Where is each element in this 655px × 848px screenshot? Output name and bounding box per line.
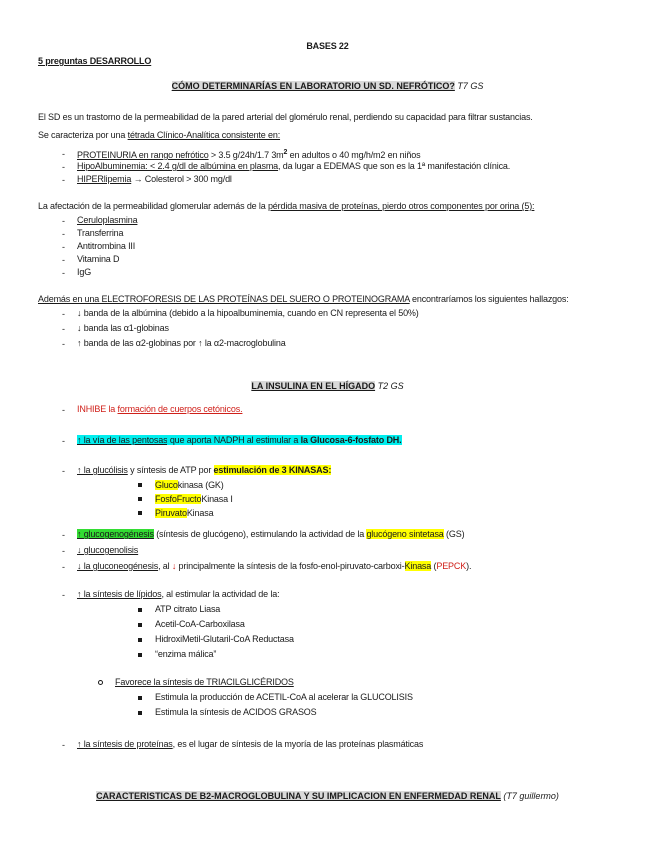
s1-paragraph-1: El SD es un trastorno de la permeabilidad de la pared arterial del glomérulo renal, perdiendo su capacidad para filtrar sustancias. <box>38 112 533 122</box>
s2-glucogenolisis: ↓ glucogenolisis <box>77 545 139 555</box>
s2-tg-1: Estimula la producción de ACETIL-CoA al acelerar la GLUCOLISIS <box>155 692 413 702</box>
s2-tg-heading: Favorece la síntesis de TRIACILGLICÉRIDOS <box>115 677 294 687</box>
s2-enzima-3: HidroxiMetil-Glutaril-CoA Reductasa <box>155 634 294 644</box>
s2-kinasa-pk: PiruvatoKinasa <box>155 508 214 518</box>
section3-heading: CARACTERISTICAS DE B2-MACROGLOBULINA Y SU IMPLICACION EN ENFERMEDAD RENAL (T7 guillermo) <box>96 791 559 801</box>
s1-electro-3: ↑ banda de las α2-globinas por ↑ la α2-macroglobulina <box>77 338 286 348</box>
s1-bullet-proteinuria: PROTEINURIA en rango nefrótico > 3.5 g/24h/1.7 $3m^2$ en adultos o 40 mg/h/m2 en niños <box>77 149 421 160</box>
s1-item-igg: IgG <box>77 267 92 277</box>
s2-inhibe: INHIBE la formación de cuerpos cetónicos. <box>77 404 243 414</box>
doc-title: BASES 22 <box>306 41 349 51</box>
s1-paragraph-4: Además en una ELECTROFORESIS DE LAS PROTEÍNAS DEL SUERO O PROTEINOGRAMA encontraríamos los siguientes hallazgos: <box>38 294 569 304</box>
s2-pentosas: ↑ la vía de las pentosas que aporta NADPH al estimular a la Glucosa-6-fosfato DH. <box>77 435 402 445</box>
doc-subtitle: 5 preguntas DESARROLLO <box>38 56 152 66</box>
s2-enzima-4: “enzima málica” <box>155 649 217 659</box>
s2-glucogenogenesis: ↑ glucogenogénesis (síntesis de glucógeno), estimulando la actividad de la glucógeno sintetasa (GS) <box>77 529 465 539</box>
section1-heading: CÓMO DETERMINARÍAS EN LABORATORIO UN SD. NEFRÓTICO? T7 GS <box>171 81 484 91</box>
s2-sintesis-lipidos: ↑ la síntesis de lípidos, al estimular la actividad de la: <box>77 589 280 599</box>
s2-sintesis-proteinas: ↑ la síntesis de proteínas, es el lugar de síntesis de la myoría de las proteínas plasmáticas <box>77 739 424 749</box>
s2-tg-2: Estimula la síntesis de ACIDOS GRASOS <box>155 707 317 717</box>
s1-item-vitamina-d: Vitamina D <box>77 254 120 264</box>
s1-bullet-hipoalbuminemia: HipoAlbuminemia: < 2.4 g/dl de albúmina en plasma, da lugar a EDEMAS que son es la 1ª manifestación clínica. <box>77 161 511 171</box>
section2-heading: LA INSULINA EN EL HÍGADO T2 GS <box>251 381 404 391</box>
s1-item-ceruloplasmina: Ceruloplasmina <box>77 215 138 225</box>
s2-gluconeogenesis: ↓ la gluconeogénesis, al ↓ principalmente la síntesis de la fosfo-enol-piruvato-carboxi-Kinasa (PEPCK). <box>77 561 472 571</box>
s2-glucolisis: ↑ la glucólisis y síntesis de ATP por estimulación de 3 KINASAS: <box>77 465 332 475</box>
s1-electro-2: ↓ banda las α1-globinas <box>77 323 169 333</box>
s1-item-antitrombina: Antitrombina III <box>77 241 136 251</box>
s1-paragraph-2: Se caracteriza por una tétrada Clínico-Analítica consistente en: <box>38 130 281 140</box>
s2-enzima-2: Acetil-CoA-Carboxilasa <box>155 619 245 629</box>
s2-kinasa-gk: Glucokinasa (GK) <box>155 480 224 490</box>
s2-enzima-1: ATP citrato Liasa <box>155 604 221 614</box>
s1-bullet-hiperlipemia: HIPERlipemia → Colesterol > 300 mg/dl <box>77 174 232 184</box>
s2-kinasa-pfk: FosfoFructoKinasa I <box>155 494 233 504</box>
s1-item-transferrina: Transferrina <box>77 228 124 238</box>
s1-paragraph-3: La afectación de la permeabilidad glomerular además de la pérdida masiva de proteínas, pierdo otros componentes por orina (5): <box>38 201 535 211</box>
s1-electro-1: ↓ banda de la albúmina (debido a la hipoalbuminemia, cuando en CN representa el 50%) <box>77 308 419 318</box>
